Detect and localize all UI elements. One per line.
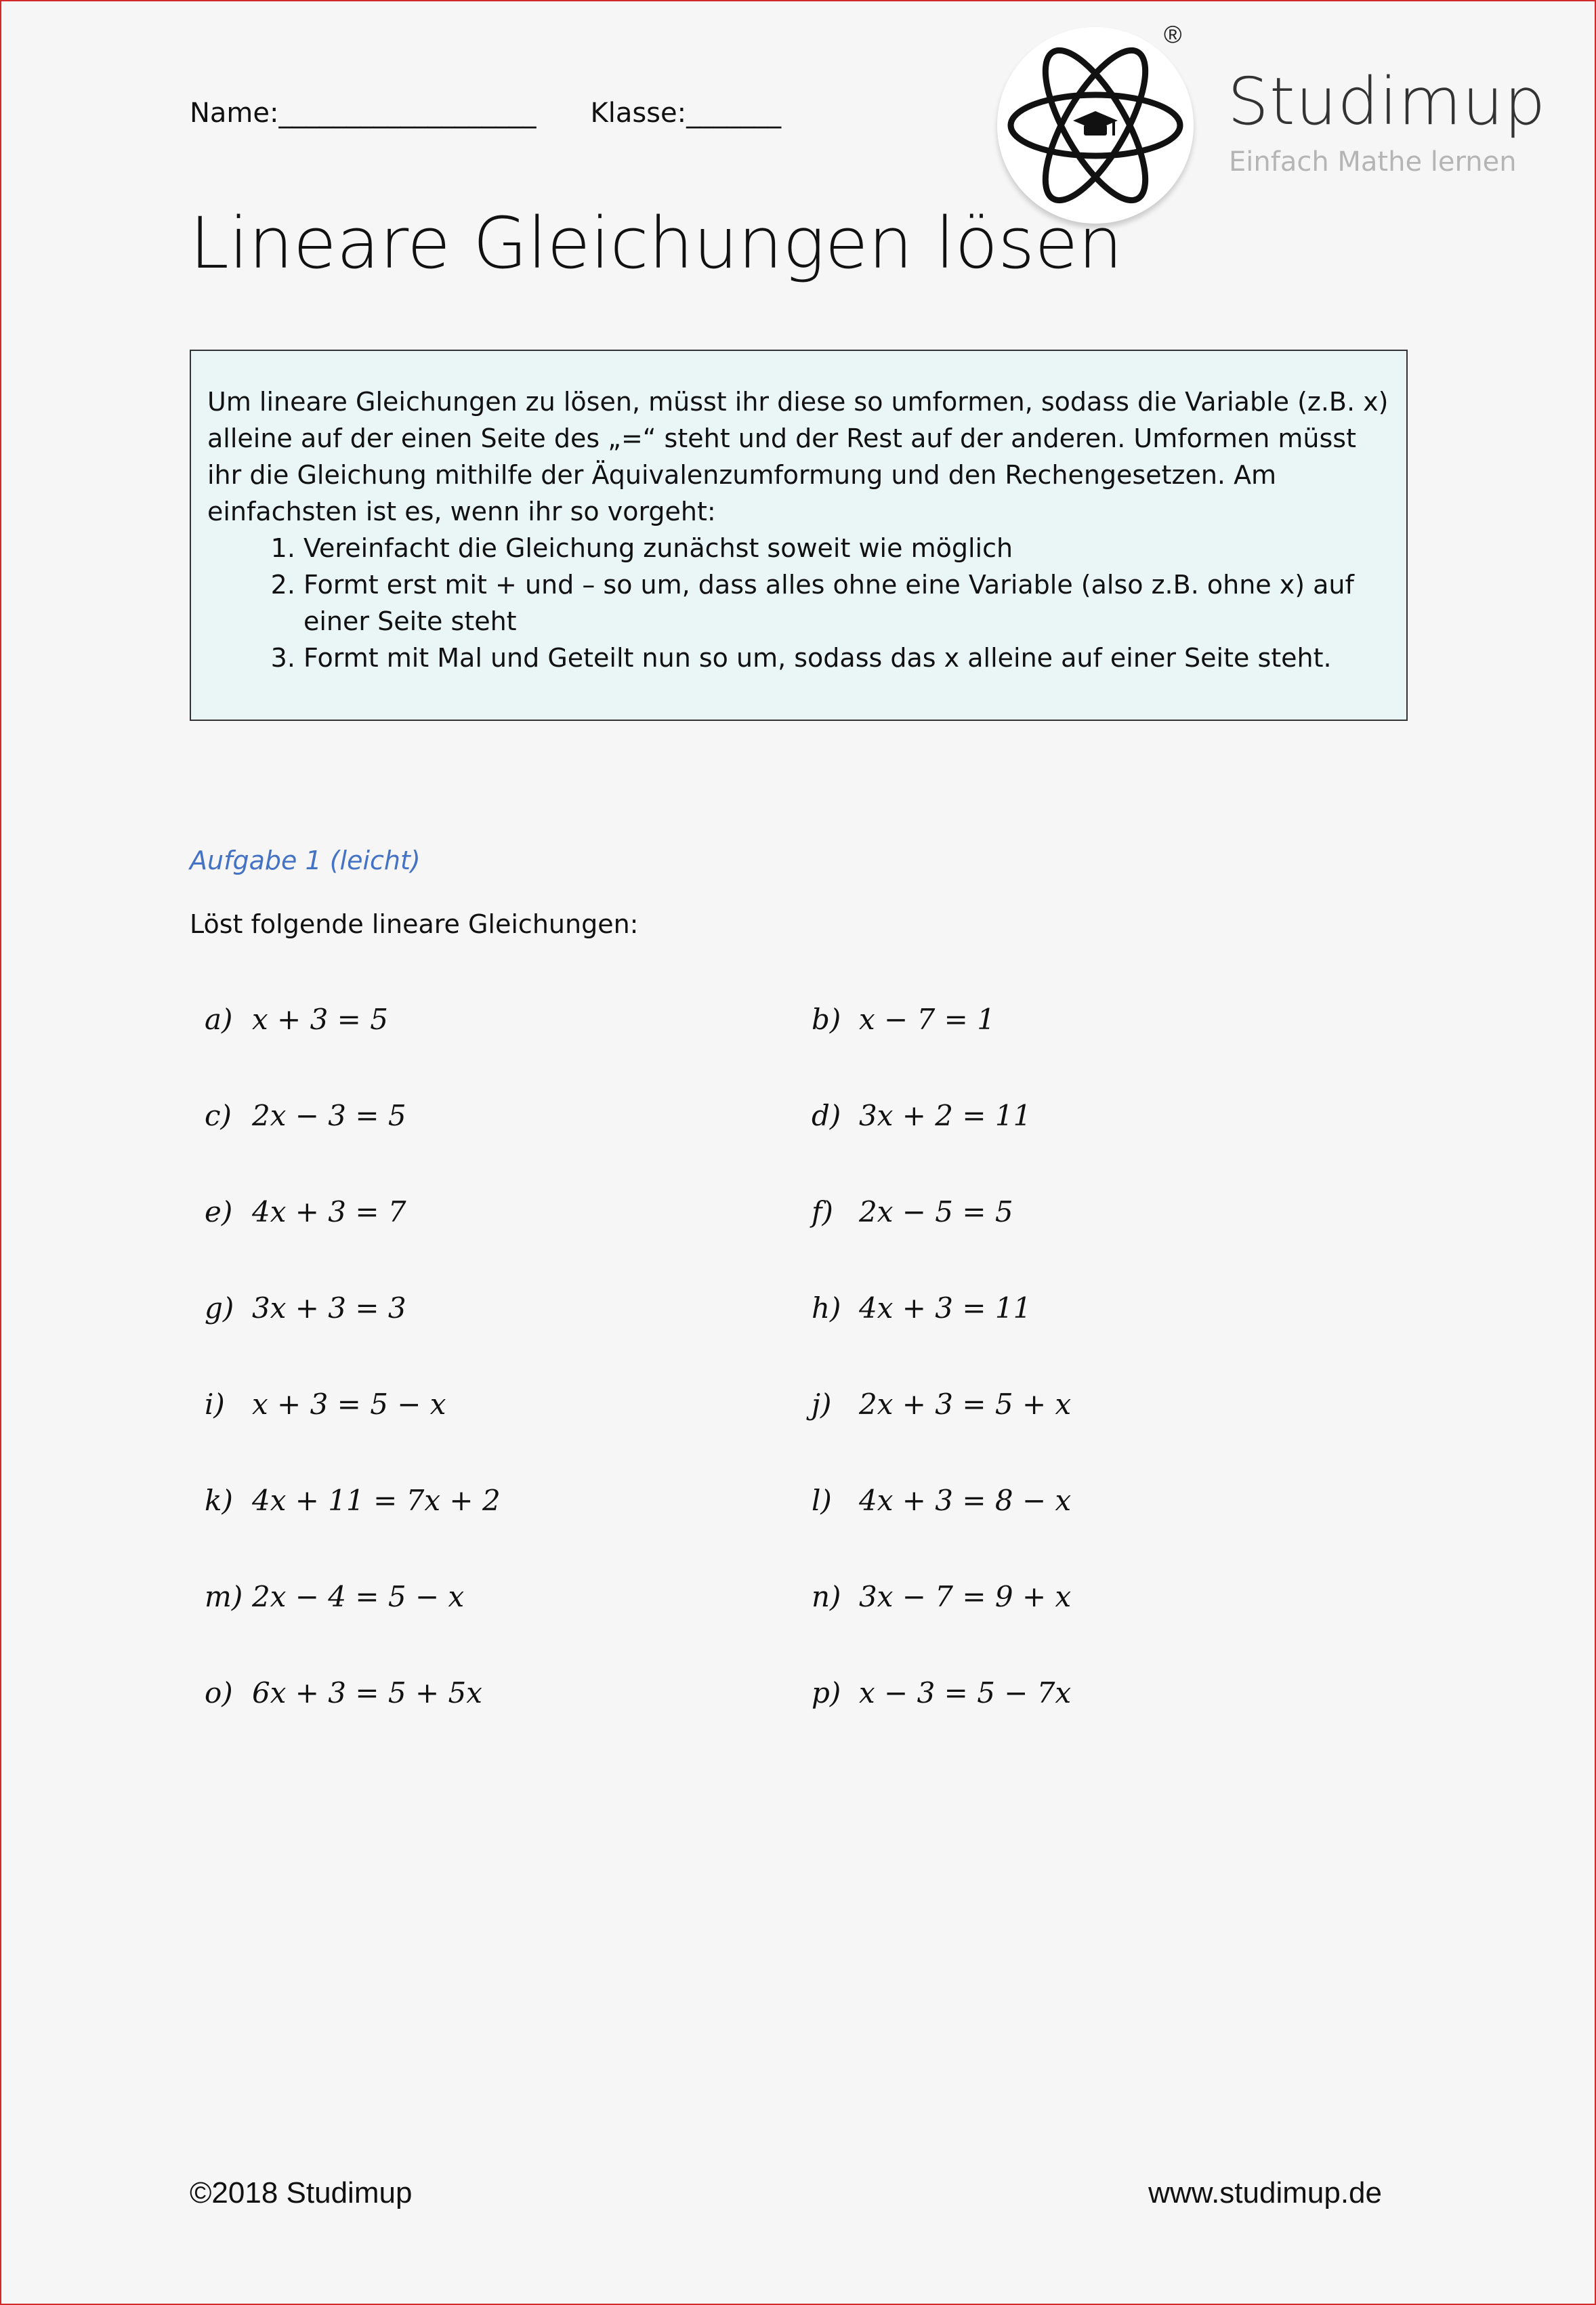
equation-expression: 2x + 3 = 5 + x (859, 1388, 1072, 1421)
atom-logo-icon (997, 27, 1194, 224)
equation-label: g) (205, 1291, 234, 1325)
equation-item (205, 1099, 406, 1132)
equation-expression: 4x + 3 = 7 (252, 1195, 406, 1228)
equation-item (205, 1676, 482, 1709)
equation-item (205, 1580, 464, 1613)
footer-copyright: ©2018 Studimup (190, 2176, 413, 2209)
equation-label: n) (812, 1580, 841, 1613)
equation-item (812, 1291, 1031, 1325)
equation-expression: x − 3 = 5 − 7x (859, 1676, 1072, 1709)
equation-label: j) (812, 1388, 832, 1421)
info-step: 2. Formt erst mit + und – so um, dass alles ohne eine Variable (also z.B. ohne x) auf einer Seite steht (303, 566, 1391, 640)
info-steps (207, 530, 1391, 676)
equation-expression: 2x − 4 = 5 − x (252, 1580, 465, 1613)
equation-item (205, 1388, 446, 1421)
equation-expression: 6x + 3 = 5 + 5x (252, 1676, 482, 1709)
equation-label: f) (812, 1195, 833, 1228)
page-title: Lineare Gleichungen lösen (190, 202, 1123, 285)
equation-expression: 3x + 3 = 3 (252, 1291, 406, 1325)
equation-item (205, 1291, 406, 1325)
equation-item (812, 1580, 1071, 1613)
brand-name: Studimup (1227, 64, 1547, 140)
equation-label: a) (205, 1003, 233, 1036)
equation-expression: 4x + 3 = 8 − x (859, 1484, 1072, 1517)
info-intro: Um lineare Gleichungen zu lösen, müsst ihr diese so umformen, sodass die Variable (z.B. x) alleine auf der einen Seite des „=“ steht und der Rest auf der anderen. Umformen müsst ihr die Gleichung mithilfe der Äquivalenzumformung und den Rechengesetzen. Am einfachsten ist es, wenn ihr so vorgeht: (207, 387, 1389, 526)
equation-item (205, 1484, 501, 1517)
equation-item (812, 1003, 995, 1036)
equation-item (812, 1484, 1071, 1517)
name-field: Name:___________________ (190, 98, 537, 129)
equation-label: d) (812, 1099, 841, 1132)
equation-label: h) (812, 1291, 841, 1325)
equation-label: k) (205, 1484, 233, 1517)
equation-expression: 3x + 2 = 11 (859, 1099, 1032, 1132)
equation-item (812, 1195, 1013, 1228)
equation-label: i) (205, 1388, 225, 1421)
footer-url[interactable]: www.studimup.de (1148, 2176, 1382, 2209)
task-heading: Aufgabe 1 (leicht) (190, 846, 421, 875)
equation-label: c) (205, 1099, 232, 1132)
info-box (190, 350, 1408, 721)
info-step: 1. Vereinfacht die Gleichung zunächst soweit wie möglich (303, 530, 1391, 566)
equation-label: l) (812, 1484, 832, 1517)
equation-item (812, 1099, 1031, 1132)
equation-expression: 2x − 3 = 5 (252, 1099, 406, 1132)
equation-label: p) (812, 1676, 841, 1709)
equation-expression: 3x − 7 = 9 + x (859, 1580, 1072, 1613)
info-step: 3. Formt mit Mal und Geteilt nun so um, sodass das x alleine auf einer Seite steht. (303, 640, 1391, 676)
brand-tagline: Einfach Mathe lernen (1229, 146, 1517, 178)
equation-item (812, 1676, 1071, 1709)
equation-expression: x − 7 = 1 (859, 1003, 995, 1036)
equation-label: b) (812, 1003, 841, 1036)
registered-mark: ® (1164, 20, 1182, 48)
name-class-row (190, 98, 781, 129)
equation-expression: x + 3 = 5 (252, 1003, 388, 1036)
equation-label: o) (205, 1676, 233, 1709)
equation-expression: x + 3 = 5 − x (252, 1388, 446, 1421)
equation-label: e) (205, 1195, 233, 1228)
equation-item (205, 1003, 388, 1036)
class-field: Klasse:_______ (590, 98, 782, 129)
equation-item (812, 1388, 1071, 1421)
equation-expression: 4x + 11 = 7x + 2 (252, 1484, 501, 1517)
equation-expression: 4x + 3 = 11 (859, 1291, 1032, 1325)
equation-expression: 2x − 5 = 5 (859, 1195, 1013, 1228)
equation-item (205, 1195, 406, 1228)
equation-label: m) (205, 1580, 243, 1613)
task-instruction: Löst folgende lineare Gleichungen: (190, 909, 639, 939)
